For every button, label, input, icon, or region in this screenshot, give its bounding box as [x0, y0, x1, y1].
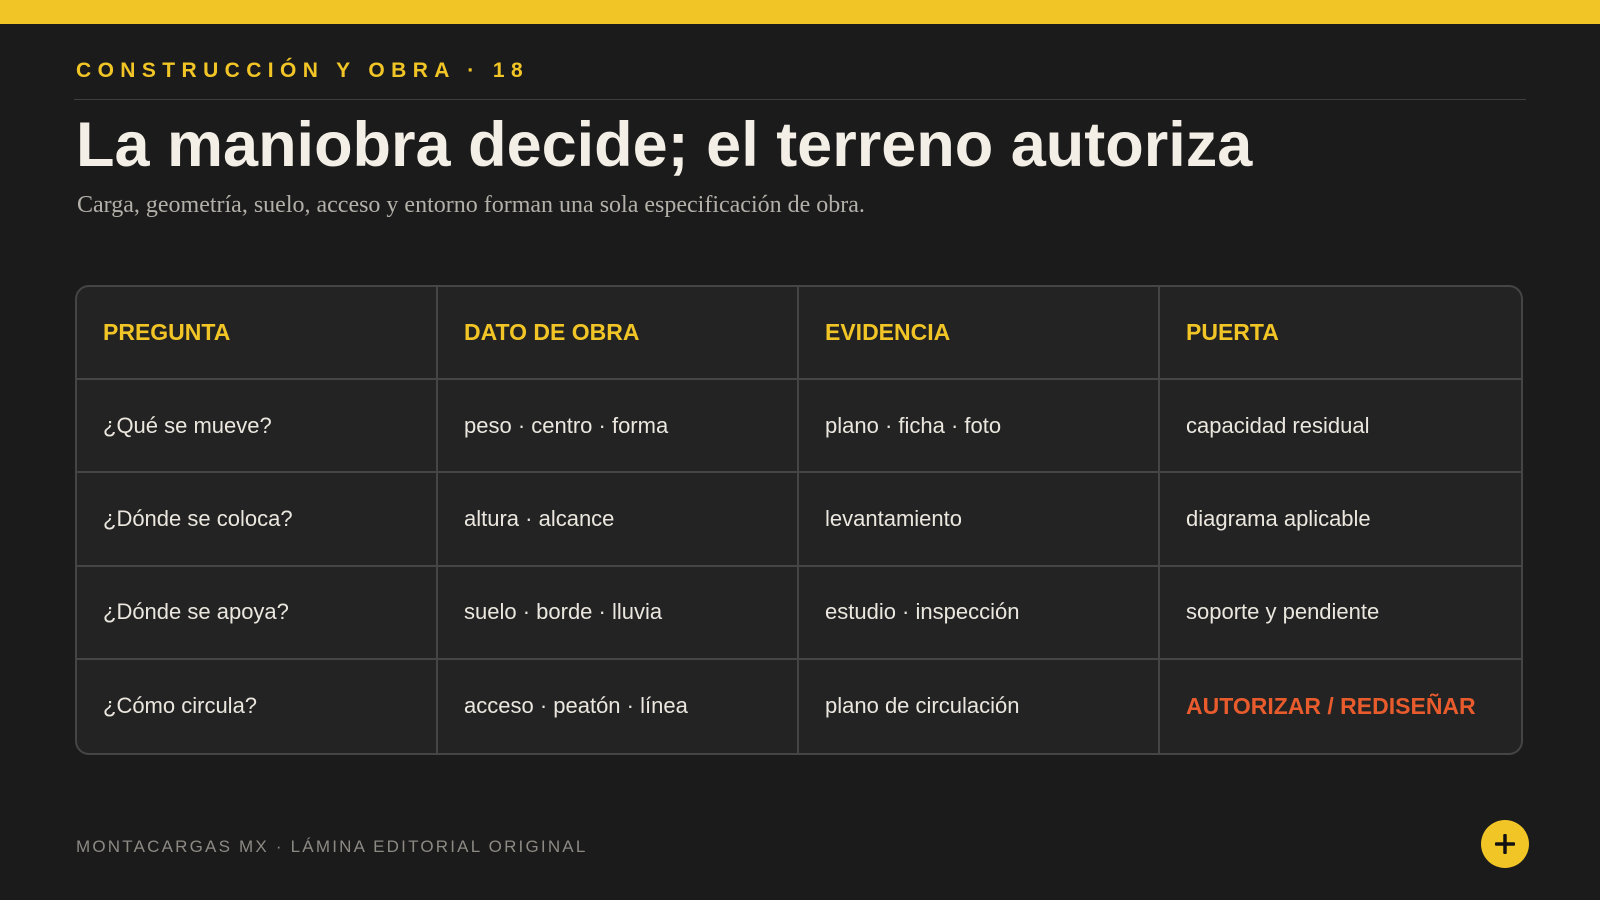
- table-cell-data: altura · alcance: [438, 473, 799, 566]
- column-header-dato-de-obra: DATO DE OBRA: [438, 287, 799, 380]
- table-cell-data: acceso · peatón · línea: [438, 660, 799, 753]
- table-cell-question: ¿Cómo circula?: [77, 660, 438, 753]
- page-title: La maniobra decide; el terreno autoriza: [76, 110, 1253, 180]
- add-button[interactable]: [1481, 820, 1529, 868]
- header-divider: [74, 99, 1526, 100]
- table-cell-data: suelo · borde · lluvia: [438, 567, 799, 660]
- table-cell-evidence: levantamiento: [799, 473, 1160, 566]
- table-cell-question: ¿Qué se mueve?: [77, 380, 438, 473]
- table-cell-gate-decision: AUTORIZAR / REDISEÑAR: [1186, 692, 1476, 719]
- table-cell-question: ¿Dónde se apoya?: [77, 567, 438, 660]
- table-cell-gate: capacidad residual: [1160, 380, 1521, 473]
- footer-credit: MONTACARGAS MX · LÁMINA EDITORIAL ORIGINAL: [76, 837, 588, 856]
- table-cell-evidence: plano de circulación: [799, 660, 1160, 753]
- table-cell-question: ¿Dónde se coloca?: [77, 473, 438, 566]
- page-subtitle: Carga, geometría, suelo, acceso y entorno forman una sola especificación de obra.: [77, 192, 865, 218]
- plus-icon: [1493, 832, 1517, 856]
- specification-table: [75, 285, 1523, 755]
- column-header-pregunta: PREGUNTA: [77, 287, 438, 380]
- column-header-puerta: PUERTA: [1160, 287, 1521, 380]
- section-kicker: CONSTRUCCIÓN Y OBRA · 18: [76, 59, 530, 82]
- table-cell-evidence: estudio · inspección: [799, 567, 1160, 660]
- top-accent-bar: [0, 0, 1600, 24]
- column-header-evidencia: EVIDENCIA: [799, 287, 1160, 380]
- table-cell-gate: soporte y pendiente: [1160, 567, 1521, 660]
- table-cell-gate: diagrama aplicable: [1160, 473, 1521, 566]
- table-cell-data: peso · centro · forma: [438, 380, 799, 473]
- table-cell-evidence: plano · ficha · foto: [799, 380, 1160, 473]
